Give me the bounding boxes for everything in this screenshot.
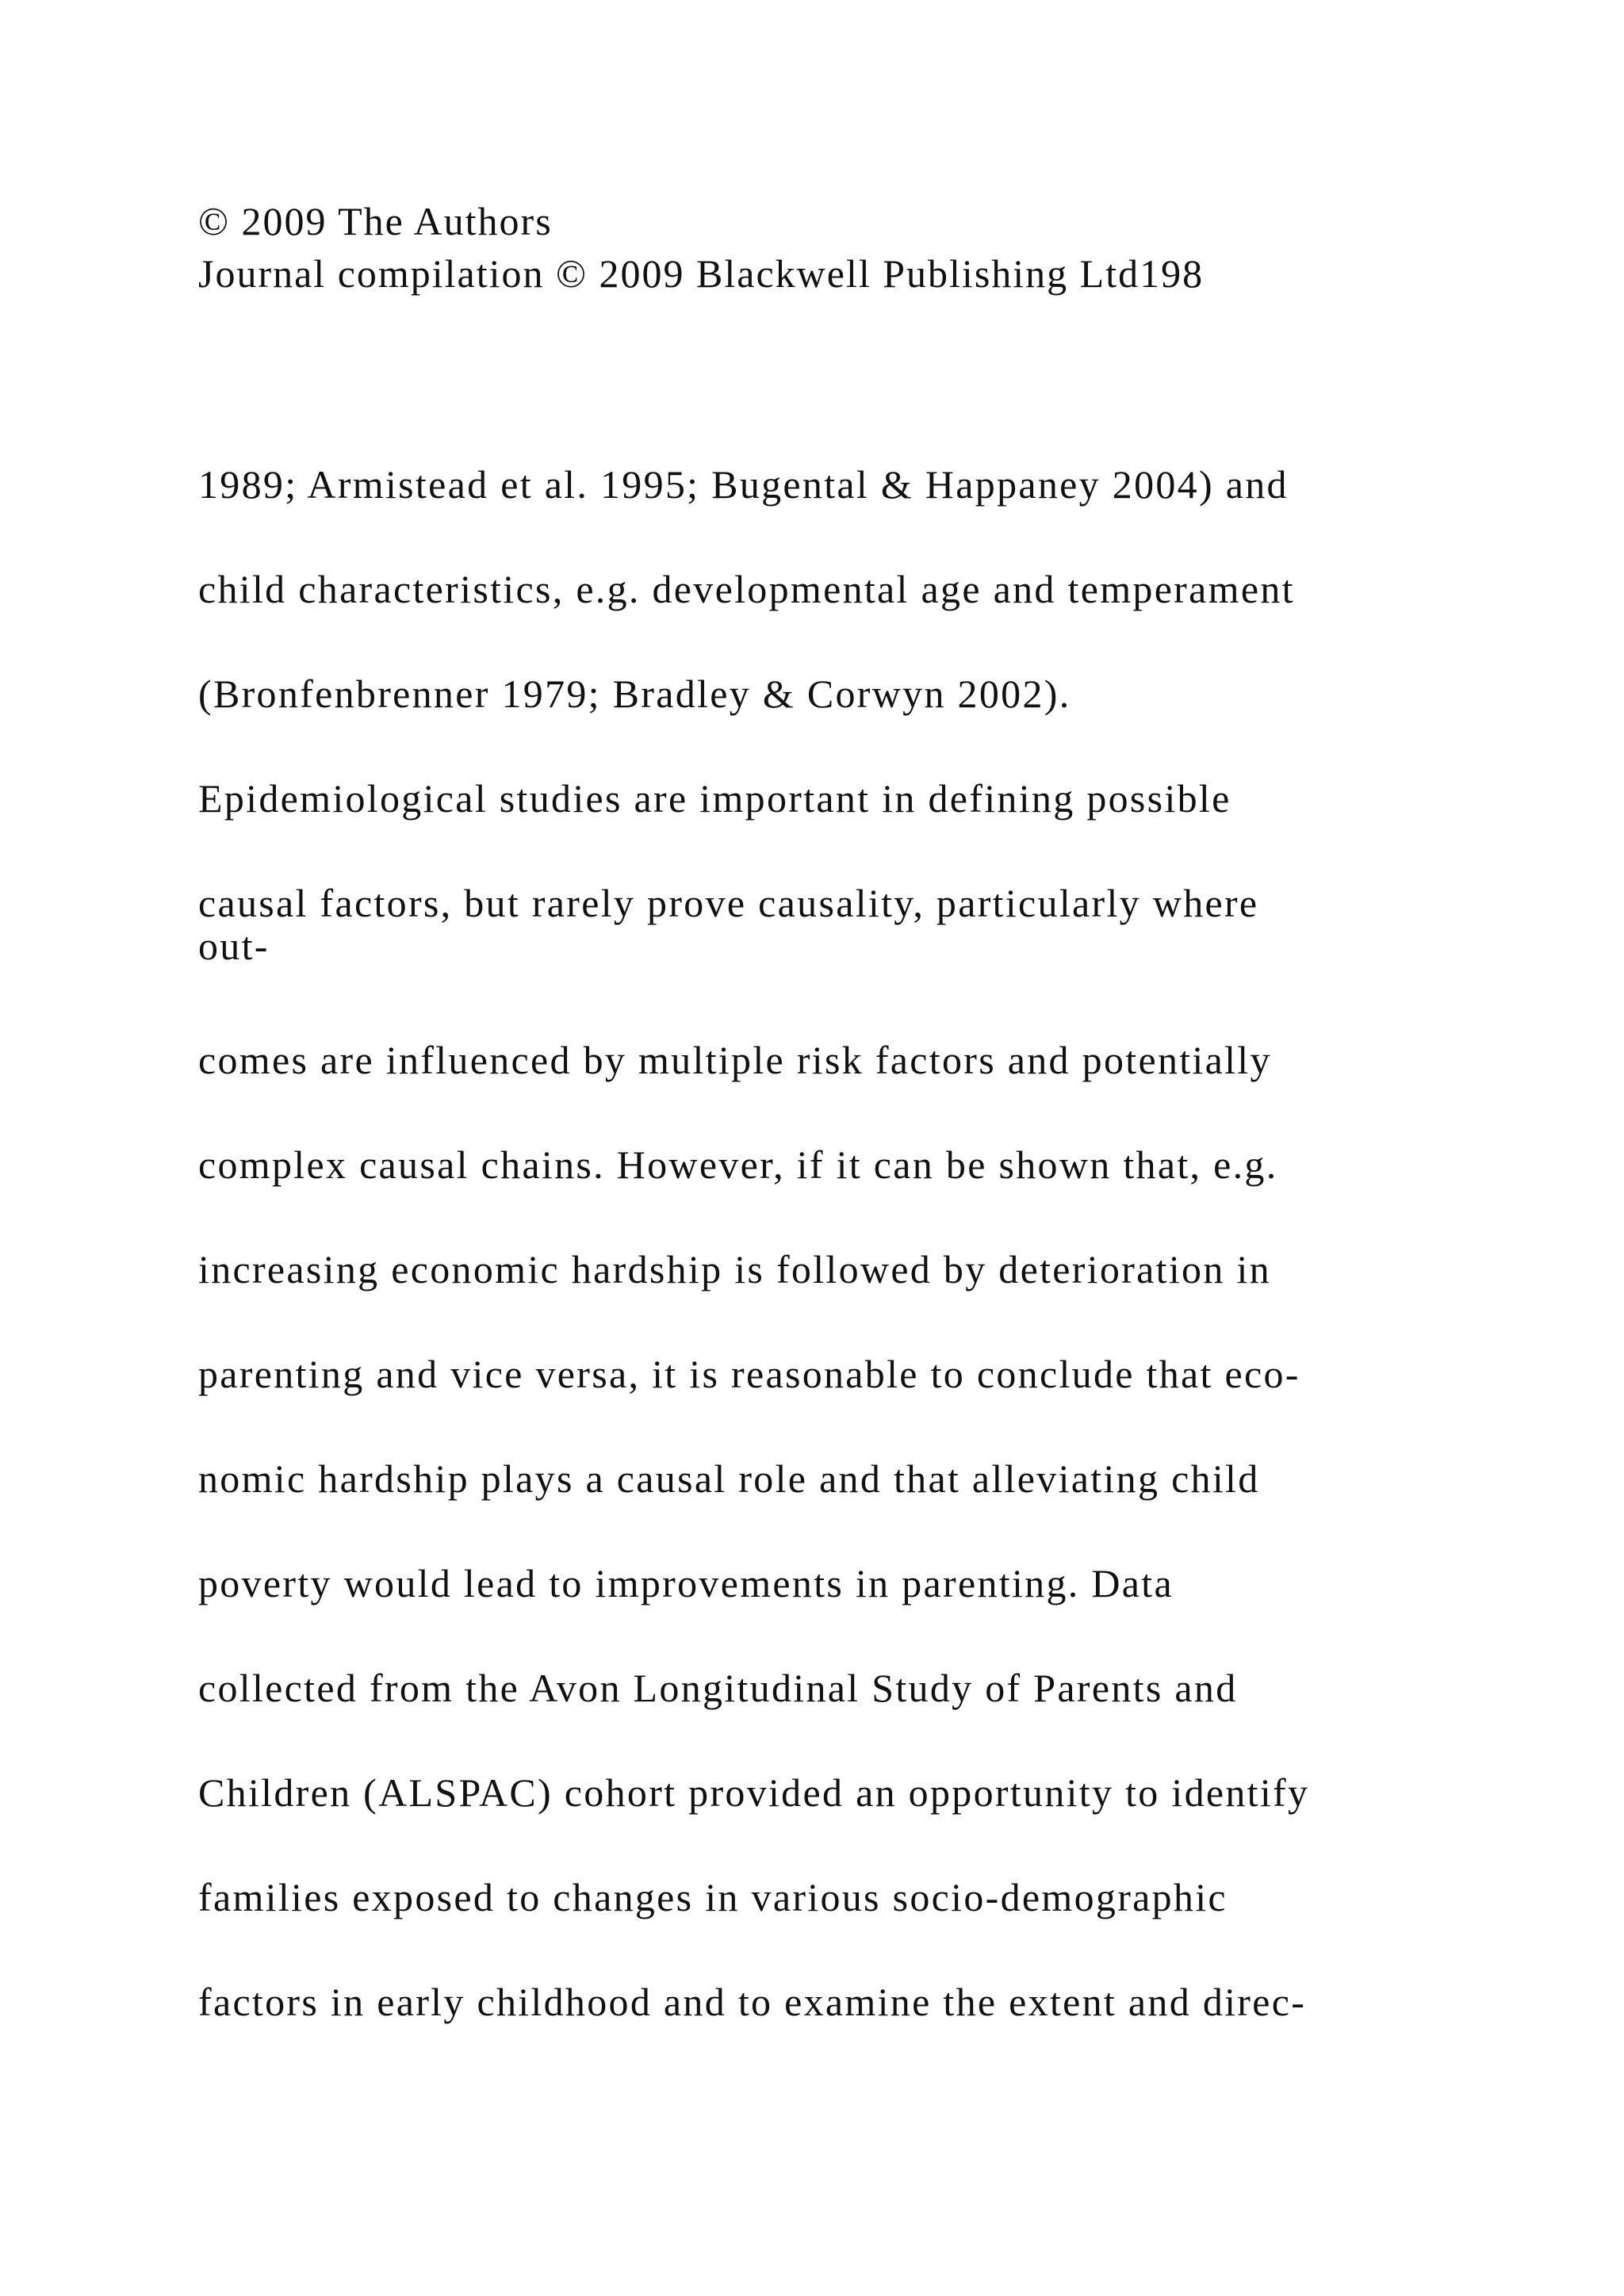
text-line-continuation: out- — [198, 924, 270, 968]
text-line: Children (ALSPAC) cohort provided an opportunity to identify — [198, 1770, 1310, 1815]
text-line: causal factors, but rarely prove causality, particularly where — [198, 881, 1259, 925]
text-line-wrapped — [198, 877, 1467, 1034]
text-line: child characteristics, e.g. developmental age and temperament — [198, 567, 1295, 611]
text-line: complex causal chains. However, if it can be shown that, e.g. — [198, 1142, 1278, 1187]
text-line: Epidemiological studies are important in defining possible — [198, 776, 1231, 821]
text-line: comes are influenced by multiple risk factors and potentially — [198, 1038, 1272, 1082]
text-line: (Bronfenbrenner 1979; Bradley & Corwyn 2002). — [198, 672, 1071, 716]
body-text — [198, 458, 1467, 2080]
text-line: nomic hardship plays a causal role and that alleviating child — [198, 1456, 1260, 1501]
text-line: collected from the Avon Longitudinal Study of Parents and — [198, 1666, 1238, 1710]
text-line: families exposed to changes in various socio-demographic — [198, 1875, 1228, 1919]
text-line: parenting and vice versa, it is reasonable to conclude that eco- — [198, 1352, 1300, 1396]
text-line: poverty would lead to improvements in parenting. Data — [198, 1561, 1174, 1605]
text-line: increasing economic hardship is followed by deterioration in — [198, 1247, 1271, 1292]
copyright-header — [198, 195, 1204, 300]
journal-compilation-line: Journal compilation © 2009 Blackwell Publishing Ltd198 — [198, 251, 1205, 296]
text-line: 1989; Armistead et al. 1995; Bugental & Happaney 2004) and — [198, 462, 1289, 507]
text-line: factors in early childhood and to examine the extent and direc- — [198, 1980, 1307, 2024]
copyright-line: © 2009 The Authors — [198, 199, 553, 243]
